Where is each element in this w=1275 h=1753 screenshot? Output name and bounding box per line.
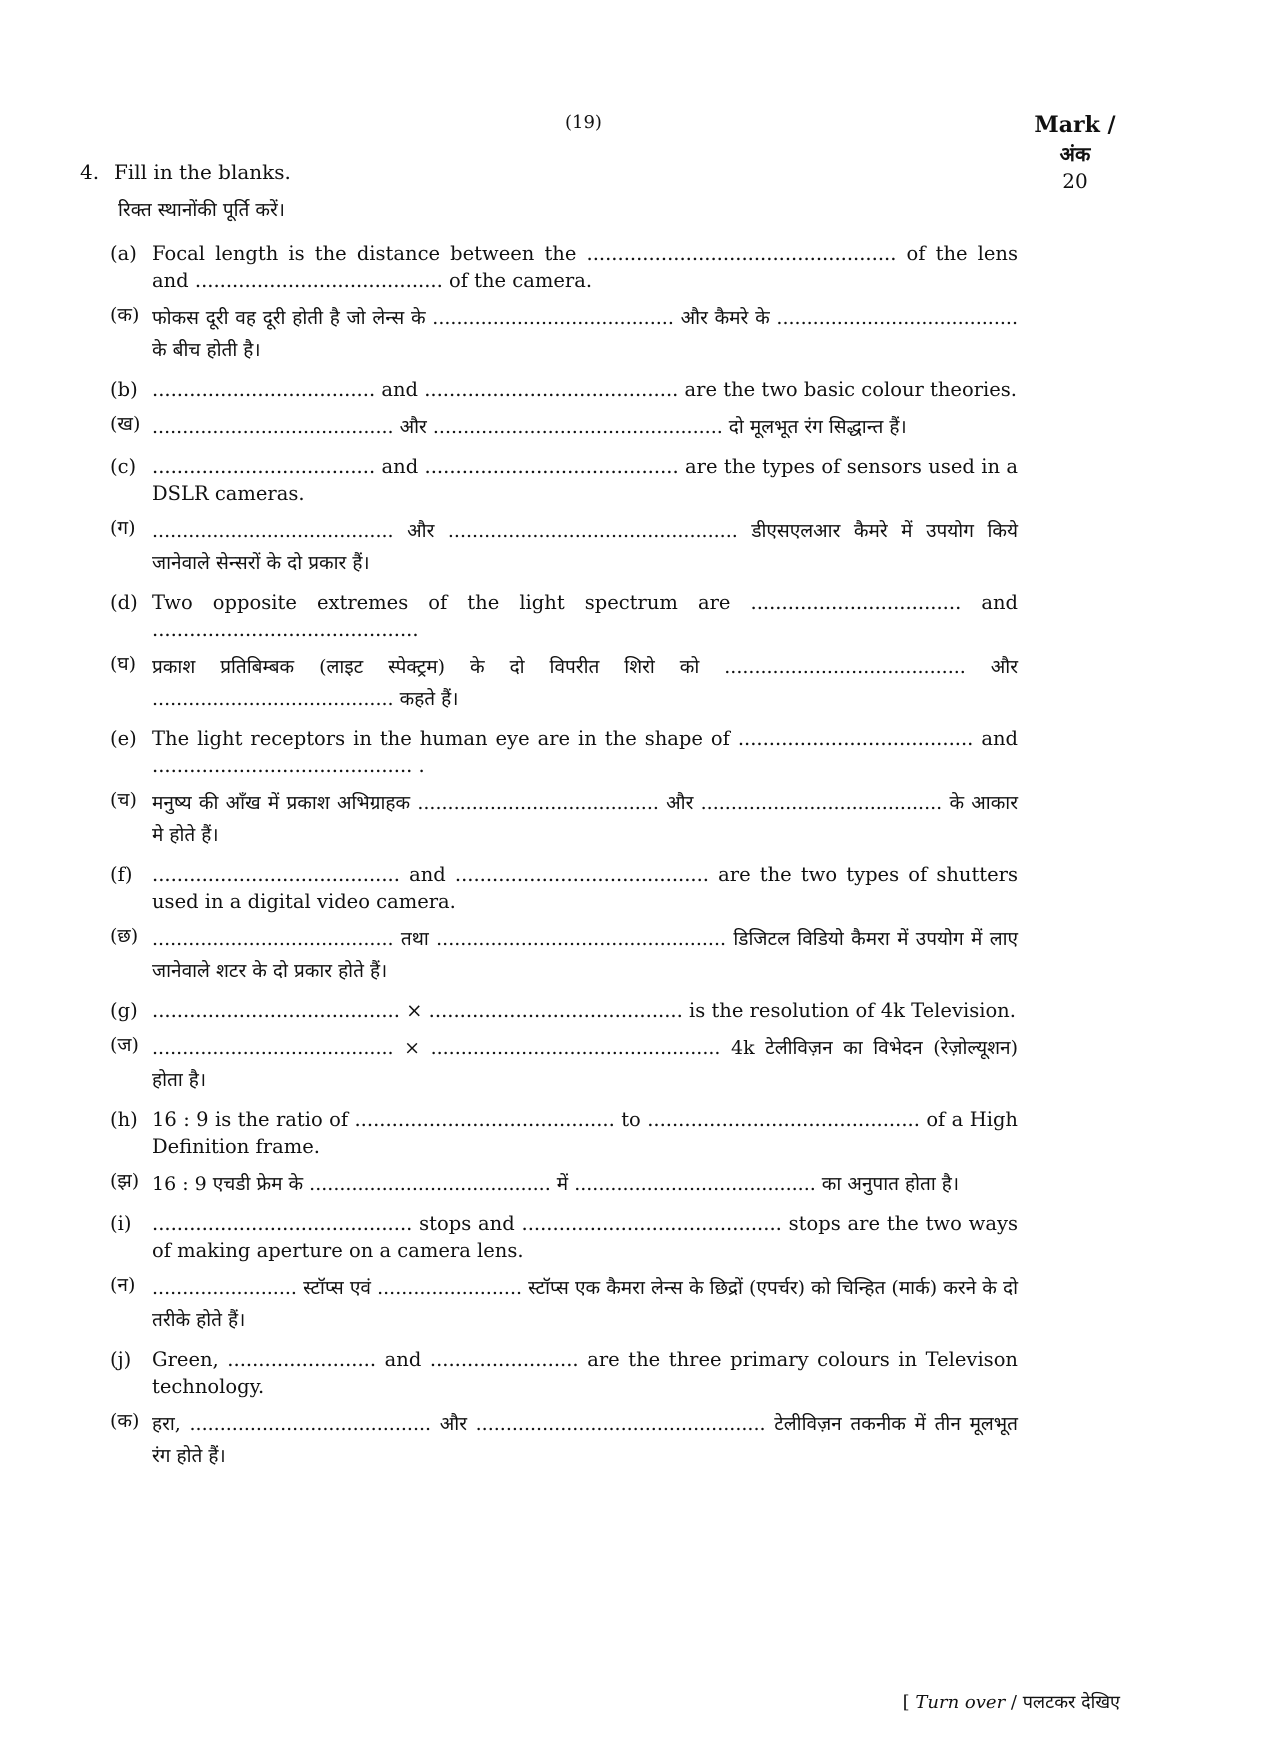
item-text: ........................................ तथा ................................................ डिजिटल विडियो कैमरा में उपयोग में लाए जानेवाले शटर के दो प्रकार होते हैं। [152, 928, 1018, 982]
item-h [110, 1106, 1018, 1160]
item-label: (ग) [110, 517, 136, 539]
item-text: 16 : 9 एचडी फ्रेम के ........................................ में ........................................ का अनुपात होता है। [152, 1173, 960, 1195]
footer-turn-over: [ Turn over / पलटकर देखिए [902, 1692, 1120, 1713]
item-text: ........................................ और ................................................ दो मूलभूत रंग सिद्धान्त हैं। [152, 416, 907, 438]
item-label: (घ) [110, 653, 137, 675]
item-label: (j) [110, 1348, 132, 1371]
question-number: 4. [80, 160, 100, 184]
item-text: The light receptors in the human eye are in the shape of ...................................... and .......................................... . [152, 727, 1018, 777]
mark-value: 20 [1062, 169, 1088, 193]
item-label: (छ) [110, 925, 139, 947]
item-text: Green, ........................ and ........................ are the three primary colours in Televison technology. [152, 1348, 1018, 1398]
item-chha [110, 923, 1018, 987]
footer-text-en: Turn over [915, 1692, 1006, 1713]
item-text: ........................................ × ................................................ 4k टेलीविज़न का विभेदन (रेज़ोल्यूशन) होता है। [152, 1037, 1018, 1091]
item-text: Focal length is the distance between the .................................................. of the lens and ........................................ of the camera. [152, 242, 1018, 292]
item-label: (ख) [110, 413, 141, 435]
item-text: ........................................ × ......................................... is the resolution of 4k Television. [152, 999, 1016, 1022]
item-kha [110, 411, 1018, 443]
mark-header [1025, 112, 1125, 193]
item-g [110, 997, 1018, 1024]
item-f [110, 861, 1018, 915]
item-text: हरा, ........................................ और ................................................ टेलीविज़न तकनीक में तीन मूलभूत रंग होते हैं। [152, 1413, 1018, 1467]
item-label: (क) [110, 1410, 140, 1432]
item-label: (झ) [110, 1170, 140, 1192]
item-ga [110, 515, 1018, 579]
item-text: Two opposite extremes of the light spectrum are .................................. and ........................................... [152, 591, 1018, 641]
item-text: ........................................ and ......................................... are the two types of shutters used in a digital video camera. [152, 863, 1018, 913]
item-label: (च) [110, 789, 137, 811]
item-label: (f) [110, 863, 133, 886]
item-c [110, 453, 1018, 507]
mark-label-hi: अंक [1059, 142, 1091, 166]
item-label: (a) [110, 242, 137, 265]
item-text: .......................................... stops and .......................................... stops are the two ways of making aperture on a camera lens. [152, 1212, 1018, 1262]
page-number: (19) [565, 112, 602, 133]
item-label: (b) [110, 378, 138, 401]
item-label: (c) [110, 455, 137, 478]
item-text: प्रकाश प्रतिबिम्बक (लाइट स्पेक्ट्रम) के दो विपरीत शिरो को ........................................ और ........................................ कहते हैं। [152, 656, 1018, 710]
question-title-hindi: रिक्त स्थानोंकी पूर्ति करें। [118, 199, 285, 221]
item-na [110, 1272, 1018, 1336]
item-label: (न) [110, 1274, 136, 1296]
mark-label-en: Mark / [1034, 112, 1116, 138]
item-cha [110, 787, 1018, 851]
item-label: (क) [110, 304, 140, 326]
item-e [110, 725, 1018, 779]
item-ka [110, 302, 1018, 366]
item-label: (i) [110, 1212, 132, 1235]
item-text: फोकस दूरी वह दूरी होती है जो लेन्स के ........................................ और कैमरे के ........................................ के बीच होती है। [152, 307, 1018, 361]
question-items [110, 230, 1018, 1472]
item-ka-2 [110, 1408, 1018, 1472]
item-ja [110, 1032, 1018, 1096]
item-text: ........................................ और ................................................ डीएसएलआर कैमरे में उपयोग किये जानेवाले सेन्सरों के दो प्रकार हैं। [152, 520, 1018, 574]
item-label: (g) [110, 999, 138, 1022]
footer-text-hi: / पलटकर देखिए [1010, 1692, 1120, 1713]
item-label: (d) [110, 591, 138, 614]
item-j [110, 1346, 1018, 1400]
question-title-text: Fill in the blanks. [114, 160, 291, 184]
item-text: 16 : 9 is the ratio of .......................................... to ............................................ of a High Definition frame. [152, 1108, 1018, 1158]
item-label: (h) [110, 1108, 138, 1131]
item-text: मनुष्य की आँख में प्रकाश अभिग्राहक ........................................ और ........................................ के आकार मे होते हैं। [152, 792, 1018, 846]
item-label: (ज) [110, 1034, 139, 1056]
item-b [110, 376, 1018, 403]
item-i [110, 1210, 1018, 1264]
item-text: .................................... and ......................................... are the two basic colour theories. [152, 378, 1017, 401]
item-d [110, 589, 1018, 643]
item-jha [110, 1168, 1018, 1200]
item-text: ........................ स्टॉप्स एवं ........................ स्टॉप्स एक कैमरा लेन्स के छिद्रों (एपर्चर) को चिन्हित (मार्क) करने के दो तरीके होते हैं। [152, 1277, 1018, 1331]
question-title [80, 160, 291, 184]
item-a [110, 240, 1018, 294]
item-gha [110, 651, 1018, 715]
item-text: .................................... and ......................................... are the types of sensors used in a DSLR cameras. [152, 455, 1018, 505]
item-label: (e) [110, 727, 137, 750]
